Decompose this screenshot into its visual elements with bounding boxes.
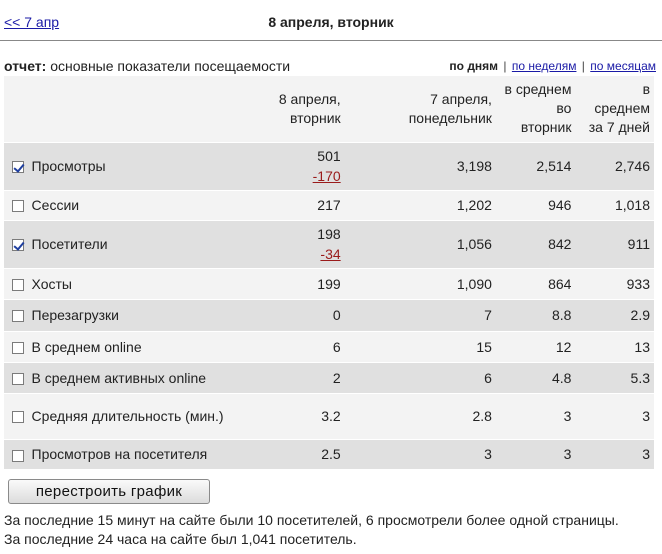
value-today: 217 — [317, 197, 341, 213]
column-header-line: понедельник — [408, 109, 492, 126]
cell-today — [253, 299, 349, 331]
cell-avg-7days: 2,746 — [577, 142, 654, 190]
delta-link[interactable]: -34 — [320, 246, 341, 262]
cell-yesterday: 7 — [349, 299, 500, 331]
table-row — [4, 362, 654, 393]
cell-today — [253, 439, 349, 469]
column-header-line: вторник — [520, 119, 572, 136]
table-header-row — [4, 76, 654, 142]
column-header-line: среднем — [594, 100, 650, 117]
row-checkbox[interactable] — [12, 200, 24, 212]
row-checkbox-cell — [4, 331, 32, 362]
row-label: Посетители — [32, 220, 253, 268]
cell-yesterday: 1,202 — [349, 190, 500, 220]
row-checkbox[interactable] — [12, 239, 24, 251]
cell-yesterday: 2.8 — [349, 393, 500, 439]
cell-yesterday: 1,056 — [349, 220, 500, 268]
cell-yesterday: 3 — [349, 439, 500, 469]
cell-today — [253, 142, 349, 190]
table-row — [4, 299, 654, 331]
row-checkbox[interactable] — [12, 342, 24, 354]
row-label: Сессии — [32, 190, 253, 220]
cell-avg-weekday: 12 — [500, 331, 578, 362]
column-header-yesterday — [349, 76, 500, 142]
column-header-line: в — [642, 81, 650, 98]
row-checkbox-cell — [4, 190, 32, 220]
row-label: Просмотры — [32, 142, 253, 190]
delta-link[interactable]: -170 — [312, 168, 341, 184]
cell-avg-7days: 1,018 — [577, 190, 654, 220]
cell-avg-weekday: 4.8 — [500, 362, 578, 393]
period-separator: | — [581, 59, 585, 73]
value-today: 2.5 — [321, 446, 341, 463]
period-months-link[interactable]: по месяцам — [590, 59, 656, 73]
row-checkbox-cell — [4, 362, 32, 393]
cell-today — [253, 362, 349, 393]
cell-avg-weekday: 3 — [500, 393, 578, 439]
table-row — [4, 393, 654, 439]
row-label: Просмотров на посетителя — [32, 439, 253, 469]
cell-yesterday: 1,090 — [349, 268, 500, 299]
row-checkbox[interactable] — [12, 310, 24, 322]
cell-avg-weekday: 842 — [500, 220, 578, 268]
table-row — [4, 331, 654, 362]
stats-table — [4, 76, 654, 469]
column-header-line: в среднем — [504, 81, 572, 98]
cell-yesterday: 3,198 — [349, 142, 500, 190]
footer-recent-24h: За последние 24 часа на сайте был 1,041 посетитель. — [4, 531, 357, 547]
value-today: 199 — [317, 275, 341, 292]
period-days-link[interactable]: по дням — [449, 59, 499, 73]
cell-avg-weekday: 946 — [500, 190, 578, 220]
row-label: Хосты — [32, 268, 253, 299]
row-checkbox[interactable] — [12, 450, 24, 462]
value-today: 6 — [332, 338, 341, 355]
cell-avg-7days: 13 — [577, 331, 654, 362]
report-name: основные показатели посещаемости — [50, 58, 291, 74]
table-row — [4, 220, 654, 268]
cell-today — [253, 190, 349, 220]
row-checkbox-cell — [4, 393, 32, 439]
value-today: 501 — [317, 148, 341, 164]
row-checkbox-cell — [4, 439, 32, 469]
prev-day-link[interactable]: << 7 апр — [4, 14, 60, 30]
cell-yesterday: 6 — [349, 362, 500, 393]
row-checkbox[interactable] — [12, 411, 24, 423]
table-row — [4, 142, 654, 190]
value-today: 0 — [332, 307, 341, 323]
cell-avg-weekday: 2,514 — [500, 142, 578, 190]
value-today: 2 — [332, 369, 341, 386]
column-header-line: 7 апреля, — [430, 90, 492, 107]
report-title — [4, 58, 290, 74]
cell-avg-7days: 933 — [577, 268, 654, 299]
cell-avg-7days: 5.3 — [577, 362, 654, 393]
column-header-line: за 7 дней — [588, 119, 650, 136]
row-label: Перезагрузки — [32, 299, 253, 331]
rebuild-chart-button[interactable]: перестроить график — [8, 479, 210, 504]
header-blank — [32, 76, 253, 142]
cell-today — [253, 331, 349, 362]
cell-avg-weekday: 3 — [500, 439, 578, 469]
value-today: 198 — [317, 226, 341, 242]
top-bar — [0, 0, 662, 41]
cell-yesterday: 15 — [349, 331, 500, 362]
row-checkbox[interactable] — [12, 279, 24, 291]
row-label: В среднем online — [32, 331, 253, 362]
row-label: В среднем активных online — [32, 362, 253, 393]
page-title: 8 апреля, вторник — [268, 14, 394, 30]
value-today: 3.2 — [321, 408, 341, 424]
footer-recent-15min: За последние 15 минут на сайте были 10 посетителей, 6 просмотрели более одной страницы. — [4, 512, 619, 528]
row-checkbox-cell — [4, 220, 32, 268]
report-label: отчет: — [4, 58, 47, 74]
cell-avg-7days: 2.9 — [577, 299, 654, 331]
cell-avg-weekday: 8.8 — [500, 299, 578, 331]
row-checkbox[interactable] — [12, 161, 24, 173]
cell-today — [253, 393, 349, 439]
cell-avg-7days: 911 — [577, 220, 654, 268]
row-checkbox-cell — [4, 268, 32, 299]
period-separator: | — [503, 59, 507, 73]
column-header-avg-7days — [577, 76, 654, 142]
header-blank — [4, 76, 32, 142]
column-header-line: во — [556, 100, 572, 117]
cell-avg-7days: 3 — [577, 439, 654, 469]
row-label: Средняя длительность (мин.) — [32, 393, 253, 439]
cell-today — [253, 220, 349, 268]
period-switcher — [449, 59, 656, 73]
row-checkbox-cell — [4, 142, 32, 190]
table-row — [4, 439, 654, 469]
cell-avg-weekday: 864 — [500, 268, 578, 299]
column-header-today — [253, 76, 349, 142]
column-header-line: 8 апреля, — [278, 90, 341, 107]
cell-today — [253, 268, 349, 299]
table-row — [4, 190, 654, 220]
column-header-line: вторник — [290, 109, 341, 126]
period-weeks-link[interactable]: по неделям — [511, 59, 577, 73]
column-header-avg-weekday — [500, 76, 578, 142]
row-checkbox[interactable] — [12, 373, 24, 385]
table-row — [4, 268, 654, 299]
row-checkbox-cell — [4, 299, 32, 331]
cell-avg-7days: 3 — [577, 393, 654, 439]
